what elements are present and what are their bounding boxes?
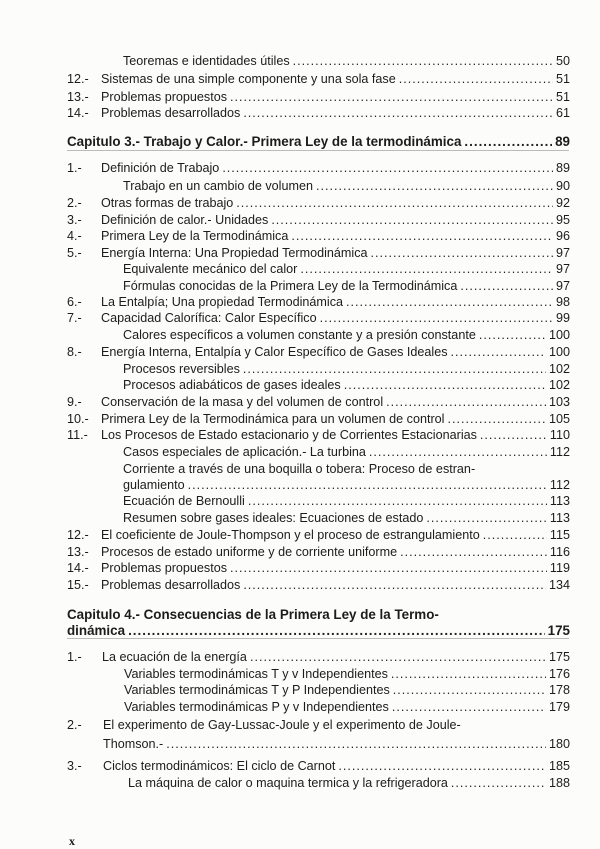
toc-section [67,559,570,577]
toc-section [67,343,570,361]
toc-entry-title: Variables termodinámicas T y v Independientes [124,667,388,681]
page-number: 100 [548,328,570,342]
toc-subsection [123,326,570,344]
dot-leader [451,774,546,792]
dot-leader [386,393,546,411]
toc-section [103,735,570,753]
section-number: 2.- [67,718,82,732]
toc-entry-title: Ecuación de Bernoulli [123,494,245,508]
section-number: 12.- [67,72,89,86]
toc-subsection [123,260,570,278]
page-number: 95 [555,213,570,227]
section-number: 10.- [67,412,89,426]
toc-section [67,648,570,666]
page-number: 175 [548,650,570,664]
dot-leader [230,559,547,577]
dot-leader [320,309,553,327]
toc-entry-title: Definición de Trabajo [101,161,220,175]
page-number: 116 [549,545,570,559]
toc-entry-title: Problemas propuestos [101,90,228,104]
toc-entry-title: Procesos adiabáticos de gases ideales [123,378,341,392]
toc-section [67,194,570,212]
toc-entry-title: Primera Ley de la Termodinámica [101,229,289,243]
toc-section [67,426,570,444]
section-number: 12.- [67,528,89,542]
dot-leader [483,526,547,544]
dot-leader [399,70,553,88]
dot-leader [392,698,546,716]
toc-entry-title: Procesos de estado uniforme y de corriente uniforme [101,545,398,559]
toc-entry-title: La máquina de calor o maquina termica y la refrigeradora [128,776,448,790]
page-number: 61 [555,106,570,120]
section-number: 5.- [67,246,82,260]
section-number: 1.- [67,161,82,175]
section-number: 14.- [67,561,89,575]
dot-leader [236,194,553,212]
section-number: 1.- [67,650,82,664]
section-number: 2.- [67,196,82,210]
toc-section [67,159,570,177]
page-number: 103 [548,395,570,409]
page-number: 51 [555,90,570,104]
page-number: 105 [548,412,570,426]
toc-entry-title: Casos especiales de aplicación.- La turbina [123,445,366,459]
dot-leader [243,576,546,594]
dot-leader [300,260,553,278]
toc-entry-title: Ciclos termodinámicos: El ciclo de Carnot [103,759,336,773]
section-number: 15.- [67,578,89,592]
toc-entry-title: Fórmulas conocidas de la Primera Ley de la Termodinámica [123,279,458,293]
dot-leader [426,509,547,527]
dot-leader [344,376,546,394]
toc-section [67,227,570,245]
page-number: 119 [549,561,570,575]
toc-subsection [128,774,570,792]
page-number: 112 [549,478,570,492]
page-number: 89 [555,161,570,175]
toc-entry-title: Otras formas de trabajo [101,196,234,210]
page-number: 113 [549,494,570,508]
toc-section [67,309,570,327]
section-number: 8.- [67,345,82,359]
toc-section [67,393,570,411]
dot-leader [166,735,546,753]
page-number-footer: x [69,834,75,848]
toc-section [67,70,570,88]
toc-section [67,526,570,544]
section-number: 7.- [67,311,82,325]
page-number: 178 [548,683,570,697]
toc-subsection [123,492,570,510]
page-number: 97 [555,279,570,293]
toc-entry-title: Capacidad Calorífica: Calor Específico [101,311,317,325]
toc-entry-title: gulamiento [123,478,185,492]
toc-entry-title: Primera Ley de la Termodinámica para un volumen de control [101,412,445,426]
page-number: 97 [555,246,570,260]
page-number: 99 [555,311,570,325]
dot-leader [293,52,553,70]
dot-leader [480,426,547,444]
toc-entry-title: La Entalpía; Una propiedad Termodinámica [101,295,343,309]
toc-entry-title: Problemas desarrollados [101,578,241,592]
page-number: 188 [548,776,570,790]
toc-subsection [123,52,570,70]
toc-entry-title: dinámica [67,623,126,638]
page-number: 51 [555,72,570,86]
dot-leader [393,681,546,699]
toc-subsection [123,443,570,461]
toc-section [67,104,570,122]
toc-entry-title: Thomson.- [103,737,164,751]
toc-entry-title: Procesos reversibles [123,362,240,376]
page-number: 185 [548,759,570,773]
toc-entry-title: Sistemas de una simple componente y una sola fase [101,72,396,86]
toc-entry-title: Los Procesos de Estado estacionario y de Corrientes Estacionarias [101,428,477,442]
toc-section [67,576,570,594]
toc-entry-title: Problemas desarrollados [101,106,241,120]
dot-leader [451,343,546,361]
page-number: 102 [548,362,570,376]
dot-leader [291,227,553,245]
toc-entry-title: Capitulo 4.- Consecuencias de la Primera Ley de la Termo- [67,607,439,622]
chapter-divider [67,150,569,151]
toc-entry-title: Problemas propuestos [101,561,228,575]
section-number: 14.- [67,106,89,120]
section-number: 13.- [67,90,89,104]
page-number: 100 [548,345,570,359]
section-number: 11.- [67,428,88,442]
toc-entry-title: La ecuación de la energía [102,650,247,664]
toc-entry-title: Capitulo 3.- Trabajo y Calor.- Primera Ley de la termodinámica [67,134,462,149]
toc-entry-title: Resumen sobre gases ideales: Ecuaciones de estado [123,511,424,525]
dot-leader [222,159,553,177]
page-number: 180 [548,737,570,751]
toc-entry-title: Calores específicos a volumen constante y a presión constante [123,328,476,342]
toc-entry-title: Corriente a través de una boquilla o tobera: Proceso de estran- [123,462,476,476]
toc-subsection [123,509,570,527]
page-number: 176 [548,667,570,681]
page-number: 98 [555,295,570,309]
toc-entry-title: El experimento de Gay-Lussac-Joule y el experimento de Joule- [103,718,461,732]
dot-leader [250,648,546,666]
page-number: 90 [555,179,570,193]
dot-leader [338,757,546,775]
toc-subsection [123,376,570,394]
page-number: 97 [555,262,570,276]
chapter-heading [67,133,570,151]
section-number: 6.- [67,295,82,309]
chapter-divider [67,638,569,639]
toc-section [67,757,570,775]
toc-entry-title: Energía Interna, Entalpía y Calor Específico de Gases Ideales [101,345,448,359]
page-number: 92 [555,196,570,210]
toc-subsection [124,698,570,716]
page-number: 89 [555,134,570,149]
toc-entry-title: El coeficiente de Joule-Thompson y el proceso de estrangulamiento [101,528,480,542]
toc-subsection [124,681,570,699]
toc-entry-title: Conservación de la masa y del volumen de control [101,395,384,409]
section-number: 13.- [67,545,89,559]
page-number: 179 [548,700,570,714]
dot-leader [316,177,553,195]
dot-leader [248,492,547,510]
dot-leader [464,133,552,151]
page-number: 112 [549,445,570,459]
toc-entry-title: Equivalente mecánico del calor [123,262,298,276]
page-number: 96 [555,229,570,243]
toc-entry-title: Variables termodinámicas P y v Independientes [124,700,389,714]
toc-entry-title: Teoremas e identidades útiles [123,54,290,68]
section-number: 3.- [67,213,82,227]
page-number: 134 [548,578,570,592]
toc-entry-title: Variables termodinámicas T y P Independientes [124,683,390,697]
page-number: 50 [555,54,570,68]
page-number: 102 [548,378,570,392]
page-number: 175 [547,623,570,638]
section-number: 4.- [67,229,82,243]
dot-leader [369,443,547,461]
section-number: 3.- [67,759,82,773]
toc-entry-title: Trabajo en un cambio de volumen [123,179,313,193]
dot-leader [243,104,553,122]
section-number: 9.- [67,395,82,409]
dot-leader [479,326,546,344]
toc-entry-title: Definición de calor.- Unidades [101,213,269,227]
toc-section [67,716,570,734]
page-number: 110 [549,428,570,442]
page-number: 113 [549,511,570,525]
page-number: 115 [549,528,570,542]
toc-entry-title: Energía Interna: Una Propiedad Termodinámica [101,246,368,260]
toc-subsection [123,177,570,195]
